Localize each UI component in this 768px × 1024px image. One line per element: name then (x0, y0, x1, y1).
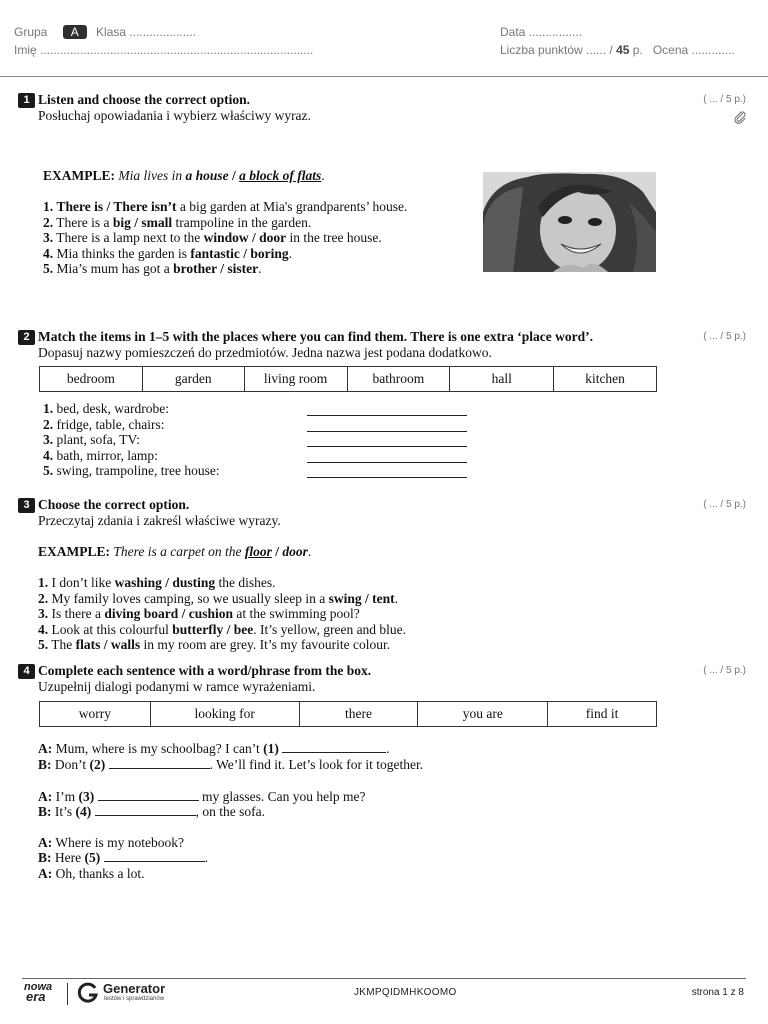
box-word: bedroom (40, 367, 143, 392)
task-3-number: 3 (18, 498, 35, 513)
task-2-points: ( ... / 5 p.) (703, 331, 746, 342)
task-3-item (38, 575, 276, 591)
item-text-before: There is a lamp next to the (56, 230, 204, 246)
task-2-subtitle: Dopasuj nazwy pomieszczeń do przedmiotów. Jedna nazwa jest podana dodatkowo. (38, 345, 492, 360)
item-text-before: There is a (56, 214, 113, 230)
task-1-item (43, 261, 262, 277)
task-1-item (43, 215, 311, 231)
speaker-a: A: (38, 866, 53, 881)
brand-top: nowa (24, 981, 53, 993)
dialogue-text: Here (54, 850, 85, 865)
task-2-title: Match the items in 1–5 with the places where you can find them. There is one extra ‘place word’. (38, 329, 593, 344)
task-4-word-box (39, 701, 657, 727)
item-text: bed, desk, wardrobe: (56, 401, 169, 416)
task-3-title: Choose the correct option. (38, 497, 190, 512)
answer-gap-1[interactable] (282, 741, 386, 753)
gap-number: (1) (263, 741, 279, 756)
item-number: 2. (43, 416, 54, 432)
dialogue-line-b1 (38, 757, 423, 773)
item-number: 1. (38, 575, 49, 590)
dialogue-text: It’s (54, 804, 76, 819)
answer-line[interactable] (307, 415, 467, 416)
item-text: plant, sofa, TV: (56, 432, 140, 448)
answer-line[interactable] (307, 462, 467, 463)
group-field (14, 25, 196, 39)
gap-number: (4) (75, 804, 92, 819)
item-text-after: the dishes. (215, 575, 276, 590)
item-options[interactable]: There is / There isn’t (56, 199, 177, 214)
item-text-after: . It’s yellow, green and blue. (253, 621, 407, 637)
item-text: swing, trampoline, tree house: (56, 463, 220, 479)
paperclip-icon[interactable] (733, 110, 747, 124)
item-options[interactable]: fantastic / boring (190, 245, 289, 261)
speaker-a: A: (38, 789, 53, 804)
dialogue-text: . We’ll find it. Let’s look for it together. (209, 757, 424, 772)
gap-number: (3) (78, 789, 95, 804)
example-label: EXAMPLE: (38, 544, 110, 559)
dialogue-line-b2 (38, 804, 265, 820)
item-number: 5. (43, 463, 54, 479)
example-option-2-underlined: a block of flats (239, 168, 322, 183)
generator-subtitle: testów i sprawdzianów (104, 996, 165, 1002)
item-number: 3. (38, 606, 49, 622)
logo-separator (67, 983, 68, 1005)
task-1-points: ( ... / 5 p.) (703, 94, 746, 105)
task-4-points: ( ... / 5 p.) (703, 665, 746, 676)
task-2-number: 2 (18, 330, 35, 345)
task-1-item (43, 199, 407, 215)
item-number: 1. (43, 401, 54, 416)
name-field: Imię .................................................................................. (14, 43, 314, 57)
task-1-number: 1 (18, 93, 35, 108)
task-2-item (43, 448, 158, 464)
task-3-example: EXAMPLE: There is a carpet on the floor / door. (38, 544, 312, 559)
task-1-example: EXAMPLE: Mia lives in a house / a block of flats. (43, 168, 325, 183)
box-word: there (299, 702, 418, 727)
item-text-before: Mia’s mum has got a (56, 261, 174, 277)
dialogue-text: , on the sofa. (195, 804, 265, 819)
item-number: 3. (43, 432, 54, 448)
dialogue-text: my glasses. Can you help me? (198, 789, 366, 804)
task-3-points: ( ... / 5 p.) (703, 499, 746, 510)
item-text-after: trampoline in the garden. (172, 214, 312, 230)
task-4-title: Complete each sentence with a word/phrase from the box. (38, 663, 372, 678)
item-text: fridge, table, chairs: (56, 416, 165, 432)
task-2-item (43, 417, 164, 433)
item-number: 4. (38, 621, 49, 637)
item-text-after: . (394, 590, 398, 606)
answer-gap-4[interactable] (95, 804, 196, 816)
task-4-subtitle: Uzupełnij dialogi podanymi w ramce wyrażeniami. (38, 679, 316, 694)
generator-g-icon (77, 982, 99, 1004)
box-word: worry (40, 702, 151, 727)
speaker-b: B: (38, 850, 52, 865)
item-number: 2. (38, 590, 49, 606)
box-word: hall (450, 367, 554, 392)
task-1-item (43, 230, 382, 246)
item-text-after: . (258, 261, 262, 277)
task-3-item (38, 622, 406, 638)
item-number: 1. (43, 199, 54, 214)
dialogue-line-a4 (38, 866, 145, 882)
points-unit: p. (632, 43, 643, 57)
answer-gap-5[interactable] (104, 850, 205, 862)
dialogue-text: Don’t (54, 757, 90, 772)
item-number: 5. (38, 637, 49, 653)
group-badge: A (63, 25, 87, 39)
item-text-before: I don’t like (51, 575, 115, 590)
dialogue-line-a1: A: Mum, where is my schoolbag? I can’t (1) . (38, 741, 390, 756)
task-1-subtitle: Posłuchaj opowiadania i wybierz właściwy wyraz. (38, 108, 311, 123)
item-text-before: Look at this colourful (51, 621, 173, 637)
task-3-item (38, 606, 360, 622)
speaker-a: A: (38, 835, 53, 850)
task-3-item (38, 591, 398, 607)
answer-line[interactable] (307, 431, 467, 432)
task-2-word-box (39, 366, 657, 392)
task-2-item (43, 463, 220, 479)
item-text-after: in the tree house. (286, 230, 382, 246)
item-text: bath, mirror, lamp: (56, 447, 158, 463)
dialogue-text: Where is my notebook? (55, 835, 184, 850)
dialogue-line-b3: B: Here (5) . (38, 850, 208, 865)
answer-gap-3[interactable] (98, 789, 199, 801)
task-2-item (43, 432, 140, 448)
example-text: Mia lives in (118, 168, 183, 183)
speaker-b: B: (38, 804, 52, 819)
box-word: looking for (150, 702, 299, 727)
dialogue-line-a3 (38, 835, 184, 851)
girl-photo (483, 172, 656, 272)
date-field: Data ................ (500, 25, 583, 39)
item-options[interactable]: big / small (112, 214, 173, 230)
box-word: garden (142, 367, 244, 392)
item-number: 4. (43, 245, 54, 261)
example-option-1: a house (185, 168, 229, 183)
item-text-after: a big garden at Mia's grandparents’ house. (176, 199, 408, 214)
example-label: EXAMPLE: (43, 168, 115, 183)
nowa-era-logo (24, 982, 52, 1002)
brand-bottom: era (26, 989, 46, 1004)
points-field (500, 43, 735, 57)
dialogue-text: I’m (55, 789, 79, 804)
group-label: Grupa (14, 25, 48, 39)
task-2-item (43, 401, 169, 417)
item-number: 3. (43, 230, 54, 246)
answer-gap-2[interactable] (109, 757, 210, 769)
gap-number: (5) (84, 850, 101, 865)
item-number: 5. (43, 261, 54, 277)
dialogue-line-a2 (38, 789, 365, 805)
item-text-before: The (51, 637, 76, 653)
grade-label: Ocena ............. (652, 43, 735, 57)
footer-divider (22, 978, 746, 979)
task-1-title: Listen and choose the correct option. (38, 92, 250, 107)
points-max: 45 (616, 43, 630, 57)
answer-line[interactable] (307, 477, 467, 478)
dialogue-text: Oh, thanks a lot. (55, 866, 145, 881)
points-label: Liczba punktów ...... / (500, 43, 613, 57)
header-divider (0, 76, 768, 77)
class-label: Klasa .................... (96, 25, 197, 39)
item-text-after: . (288, 245, 292, 261)
item-options[interactable]: butterfly / bee (172, 621, 254, 637)
item-number: 4. (43, 447, 54, 463)
task-3-item (38, 637, 390, 653)
speaker-b: B: (38, 757, 52, 772)
speaker-a: A: (38, 741, 53, 756)
example-option-1-underlined: floor (244, 544, 272, 559)
item-text-before: Mia thinks the garden is (56, 245, 191, 261)
box-word: find it (548, 702, 657, 727)
task-1-item (43, 246, 292, 262)
item-text-before: Is there a (51, 606, 105, 622)
page-number: strona 1 z 8 (691, 987, 744, 998)
task-4-number: 4 (18, 664, 35, 679)
document-code: JKMPQIDMHKOOMO (354, 987, 457, 998)
item-options[interactable]: diving board / cushion (104, 606, 234, 622)
item-text-before: My family loves camping, so we usually sleep in a (51, 590, 329, 606)
box-word: kitchen (554, 367, 657, 392)
generator-title: Generator (103, 981, 166, 996)
task-3-subtitle: Przeczytaj zdania i zakreśl właściwe wyrazy. (38, 513, 281, 528)
dialogue-text: Mum, where is my schoolbag? I can’t (55, 741, 264, 756)
box-word: you are (418, 702, 548, 727)
answer-line[interactable] (307, 446, 467, 447)
item-options[interactable]: window / door (203, 230, 287, 246)
item-text-after: at the swimming pool? (233, 606, 360, 622)
item-number: 2. (43, 214, 54, 230)
item-options[interactable]: swing / tent (328, 590, 395, 606)
item-text-after: in my room are grey. It’s my favourite colour. (140, 637, 391, 653)
box-word: living room (244, 367, 347, 392)
example-option-2: door (282, 544, 308, 559)
item-options[interactable]: brother / sister (173, 261, 259, 277)
box-word: bathroom (347, 367, 450, 392)
item-options[interactable]: washing / dusting (114, 575, 216, 590)
gap-number: (2) (89, 757, 106, 772)
item-options[interactable]: flats / walls (75, 637, 141, 653)
example-text: There is a carpet on the (113, 544, 242, 559)
